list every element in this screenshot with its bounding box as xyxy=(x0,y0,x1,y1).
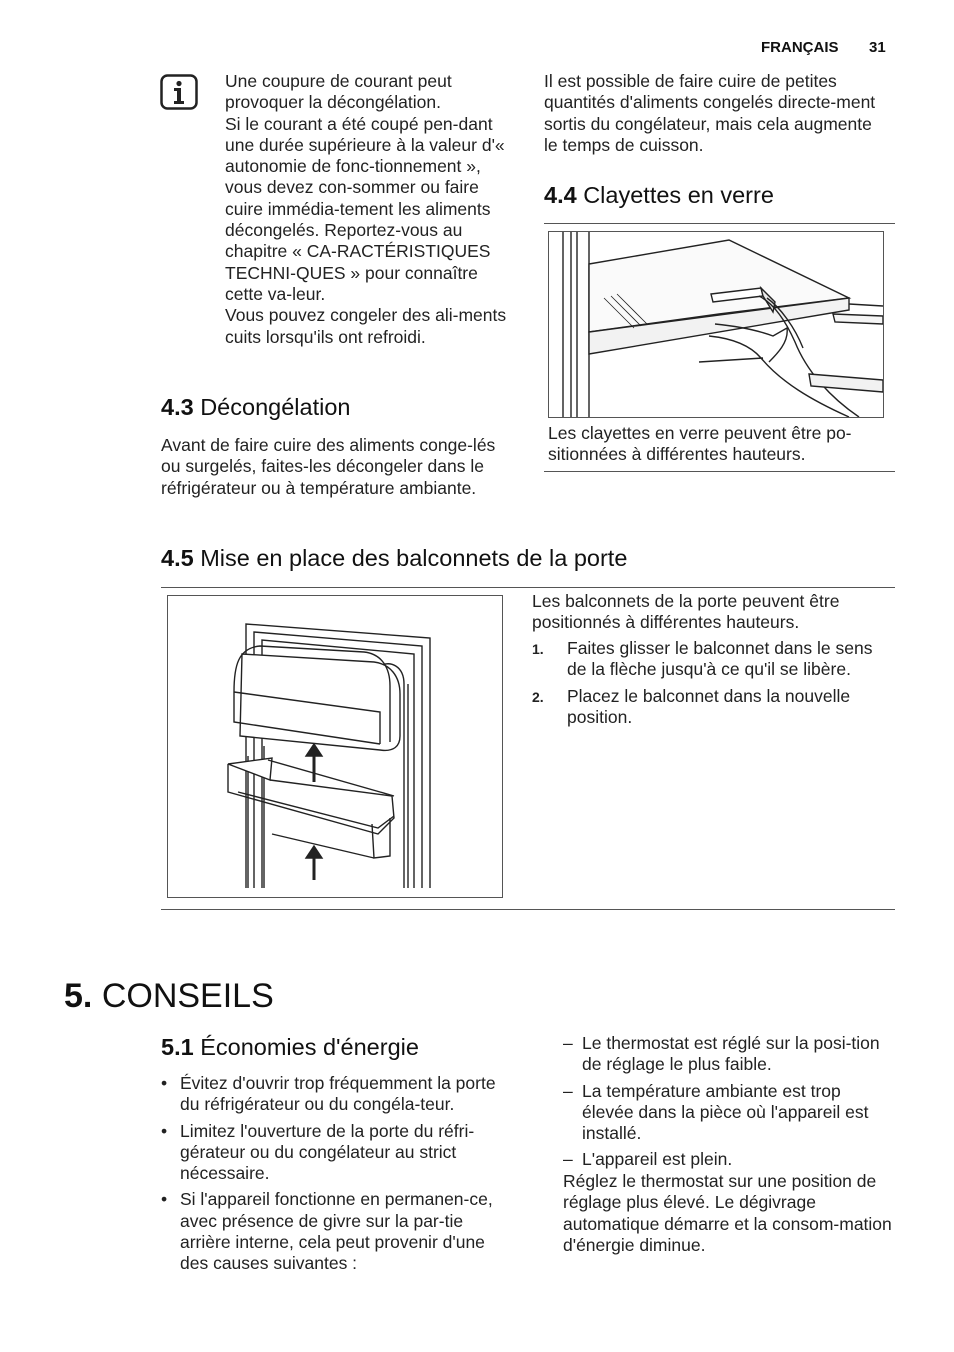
tip-text: Évitez d'ouvrir trop fréquemment la porte du réfrigérateur ou du congéla-teur. xyxy=(180,1073,496,1115)
section-top-rule xyxy=(161,587,895,588)
dash-mark: – xyxy=(563,1080,573,1101)
bullet-mark: • xyxy=(161,1073,168,1093)
list-item xyxy=(161,1073,513,1116)
section-title: Clayettes en verre xyxy=(583,182,774,208)
cause-text: Le thermostat est réglé sur la posi-tion de réglage le plus faible. xyxy=(582,1033,880,1075)
list-item xyxy=(563,1033,888,1076)
list-item xyxy=(532,686,882,729)
figure-caption: Les clayettes en verre peuvent être po-sitionnées à différentes hauteurs. xyxy=(548,423,852,465)
info-note xyxy=(225,71,515,348)
list-item xyxy=(563,1149,888,1170)
section-number: 5.1 xyxy=(161,1034,194,1060)
tips-list xyxy=(161,1073,513,1280)
figure-top-rule xyxy=(544,223,895,224)
section-number: 4.3 xyxy=(161,394,194,420)
section-title: Économies d'énergie xyxy=(200,1034,419,1060)
section-4-4-heading xyxy=(544,181,774,209)
cause-text: L'appareil est plein. xyxy=(582,1149,733,1170)
list-item xyxy=(563,1081,888,1145)
chapter-number: 5. xyxy=(64,977,93,1015)
step-text: Faites glisser le balconnet dans le sens de la flèche jusqu'à ce qu'il se libère. xyxy=(567,638,873,680)
glass-shelf-illustration xyxy=(548,231,884,418)
info-paragraph: Une coupure de courant peut provoquer la décongélation. xyxy=(225,71,452,113)
dash-mark: – xyxy=(563,1033,573,1053)
section-bottom-rule xyxy=(161,909,895,910)
section-5-1-heading xyxy=(161,1033,419,1061)
section-title: Décongélation xyxy=(200,394,351,420)
section-4-3-body: Avant de faire cuire des aliments conge-lés ou surgelés, faites-les décongeler dans le réfrigérateur ou à température ambiante. xyxy=(161,435,496,498)
tip-text: Limitez l'ouverture de la porte du réfri-gérateur ou du congélateur au strict nécessaire. xyxy=(180,1120,475,1184)
intro-paragraph: Il est possible de faire cuire de petites quantités d'aliments congelés directe-ment sortis du congélateur, mais cela augmente le temps de cuisson. xyxy=(544,71,876,155)
header-language: FRANÇAIS xyxy=(761,39,839,56)
door-balcony-illustration xyxy=(167,595,503,898)
causes-list xyxy=(563,1033,888,1171)
chapter-title: CONSEILS xyxy=(101,977,274,1015)
list-item xyxy=(532,638,882,681)
step-number: 2. xyxy=(532,688,544,705)
section-5-1-conclusion: Réglez le thermostat sur une position de réglage plus élevé. Le dégivrage automatique démarre et la consom-mation d'énergie diminue. xyxy=(563,1171,892,1255)
list-item xyxy=(161,1121,513,1185)
cause-text: La température ambiante est trop élevée dans la pièce où l'appareil est installé. xyxy=(582,1080,869,1144)
section-4-5-intro: Les balconnets de la porte peuvent être positionnés à différentes hauteurs. xyxy=(532,591,840,633)
page-number: 31 xyxy=(869,39,886,56)
step-text: Placez le balconnet dans la nouvelle position. xyxy=(567,685,851,727)
chapter-heading xyxy=(64,976,274,1016)
dash-mark: – xyxy=(563,1149,573,1170)
info-paragraph: Si le courant a été coupé pen-dant une durée supérieure à la valeur d'« autonomie de fonc-tionnement », vous devez con-sommer ou faire cuire immédia-tement les aliments décongelés. Reportez-vous au chapitre « CA-RACTÉRISTIQUES TECHNI-QUES » pour connaître cette va-leur. xyxy=(225,113,505,304)
section-number: 4.4 xyxy=(544,182,577,208)
figure-bottom-rule xyxy=(544,471,895,472)
tip-text: Si l'appareil fonctionne en permanen-ce, avec présence de givre sur la par-tie arrière interne, cela peut provenir d'une des causes suivantes : xyxy=(180,1189,493,1274)
section-number: 4.5 xyxy=(161,545,194,571)
section-4-5-heading xyxy=(161,544,627,572)
info-paragraph: Vous pouvez congeler des ali-ments cuits lorsqu'ils ont refroidi. xyxy=(225,305,507,347)
list-item xyxy=(161,1189,513,1274)
steps-list xyxy=(532,638,882,733)
section-title: Mise en place des balconnets de la porte xyxy=(200,545,628,571)
info-icon xyxy=(160,74,198,110)
bullet-mark: • xyxy=(161,1120,168,1141)
bullet-mark: • xyxy=(161,1189,168,1210)
section-4-3-heading xyxy=(161,393,350,421)
step-number: 1. xyxy=(532,641,544,657)
